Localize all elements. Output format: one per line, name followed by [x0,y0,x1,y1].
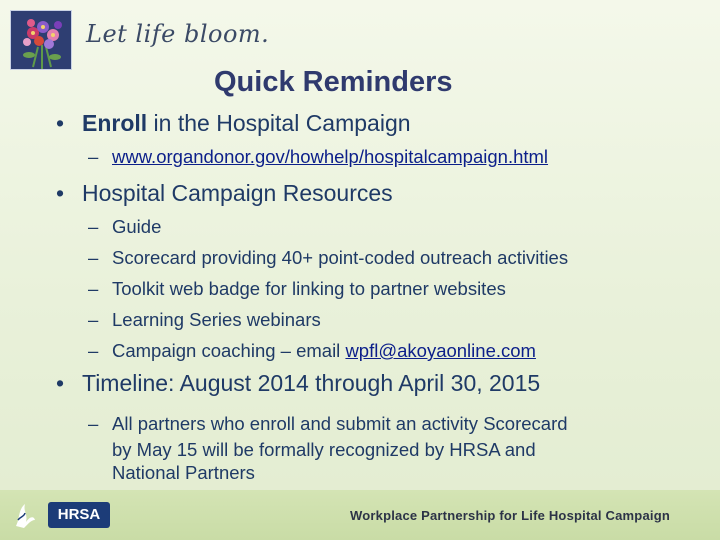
enroll-bold: Enroll [82,110,148,136]
bullet-resources [56,180,393,207]
flower-bouquet-logo [10,10,72,70]
bullet-marker: • [56,370,65,396]
hhs-eagle-icon [12,500,38,530]
slide-title: Quick Reminders [214,66,453,98]
bullet-enroll [56,110,411,137]
dash-marker: – [88,278,99,299]
list-item [88,309,321,331]
dash-marker: – [88,146,99,167]
flower-icon [11,11,72,70]
enroll-text: in the Hospital Campaign [147,110,411,136]
list-item [88,216,161,238]
resource-scorecard: Scorecard providing 40+ point-coded outreach activities [112,247,569,268]
timeline-sub-line-1: All partners who enroll and submit an activity Scorecard [112,413,568,434]
resources-text: Hospital Campaign Resources [82,180,393,206]
list-item [88,278,506,300]
bullet-marker: • [56,180,65,206]
bullet-marker: • [56,110,65,136]
tagline: Let life bloom. [86,20,270,48]
dash-marker: – [88,247,99,268]
resource-webinars: Learning Series webinars [112,309,321,330]
bullet-timeline [56,370,540,397]
list-item [88,247,568,269]
dash-marker: – [88,216,99,237]
dash-marker: – [88,340,99,361]
timeline-sub-item [88,413,568,435]
dash-marker: – [88,413,99,434]
footer-campaign-name: Workplace Partnership for Life Hospital Campaign [350,508,670,523]
hrsa-logo: HRSA [48,502,110,528]
resource-guide: Guide [112,216,162,237]
enroll-link-item [88,146,548,168]
resource-toolkit: Toolkit web badge for linking to partner websites [112,278,506,299]
hospital-campaign-link[interactable]: www.organdonor.gov/howhelp/hospitalcampaign.html [112,146,549,167]
timeline-text: Timeline: August 2014 through April 30, 2015 [82,370,541,396]
list-item [88,340,536,362]
timeline-sub-line-3: National Partners [112,462,255,483]
dash-marker: – [88,309,99,330]
coaching-email-link[interactable]: wpfl@akoyaonline.com [345,340,536,361]
coaching-text: Campaign coaching – email [112,340,346,361]
timeline-sub-line-2: by May 15 will be formally recognized by HRSA and [112,439,536,460]
footer-band [0,490,720,540]
